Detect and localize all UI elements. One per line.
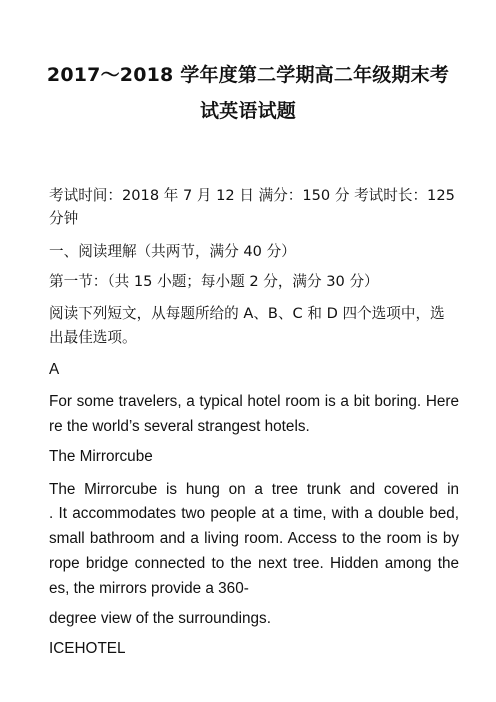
exam-info-line-2: 分钟 [49, 210, 79, 227]
document-title-line-2: 试英语试题 [199, 100, 296, 122]
passage-heading-mirrorcube: The Mirrorcube [49, 448, 153, 465]
part-one-heading: 一、阅读理解（共两节，满分 40 分） [49, 243, 296, 260]
passage-label: A [49, 361, 60, 378]
paragraph-line-3: small bathroom and a living room. Access to the room is by [49, 530, 459, 547]
paragraph-line-4: rope bridge connected to the next tree. Hidden among the [49, 555, 459, 572]
paragraph-line-1: The Mirrorcube is hung on a tree trunk and covered in [49, 481, 459, 498]
section-one-heading: 第一节：（共 15 小题；每小题 2 分，满分 30 分） [49, 273, 379, 290]
exam-info-line-1: 考试时间：2018 年 7 月 12 日 满分：150 分 考试时长：125 [49, 187, 455, 204]
passage-heading-icehotel: ICEHOTEL [49, 640, 126, 657]
passage-intro-line-2: re the world’s several strangest hotels. [49, 418, 310, 435]
instructions-line-1: 阅读下列短文，从每题所给的 A、B、C 和 D 四个选项中，选 [49, 305, 445, 322]
paragraph-line-6: degree view of the surroundings. [49, 610, 271, 627]
document-title-line-1: 2017～2018 学年度第二学期高二年级期末考 [46, 64, 450, 86]
paragraph-line-5: es, the mirrors provide a 360- [49, 580, 249, 597]
passage-intro-line-1: For some travelers, a typical hotel room is a bit boring. Here [49, 393, 459, 410]
instructions-line-2: 出最佳选项。 [49, 329, 137, 346]
paragraph-line-2: . It accommodates two people at a time, with a double bed, [49, 505, 459, 522]
